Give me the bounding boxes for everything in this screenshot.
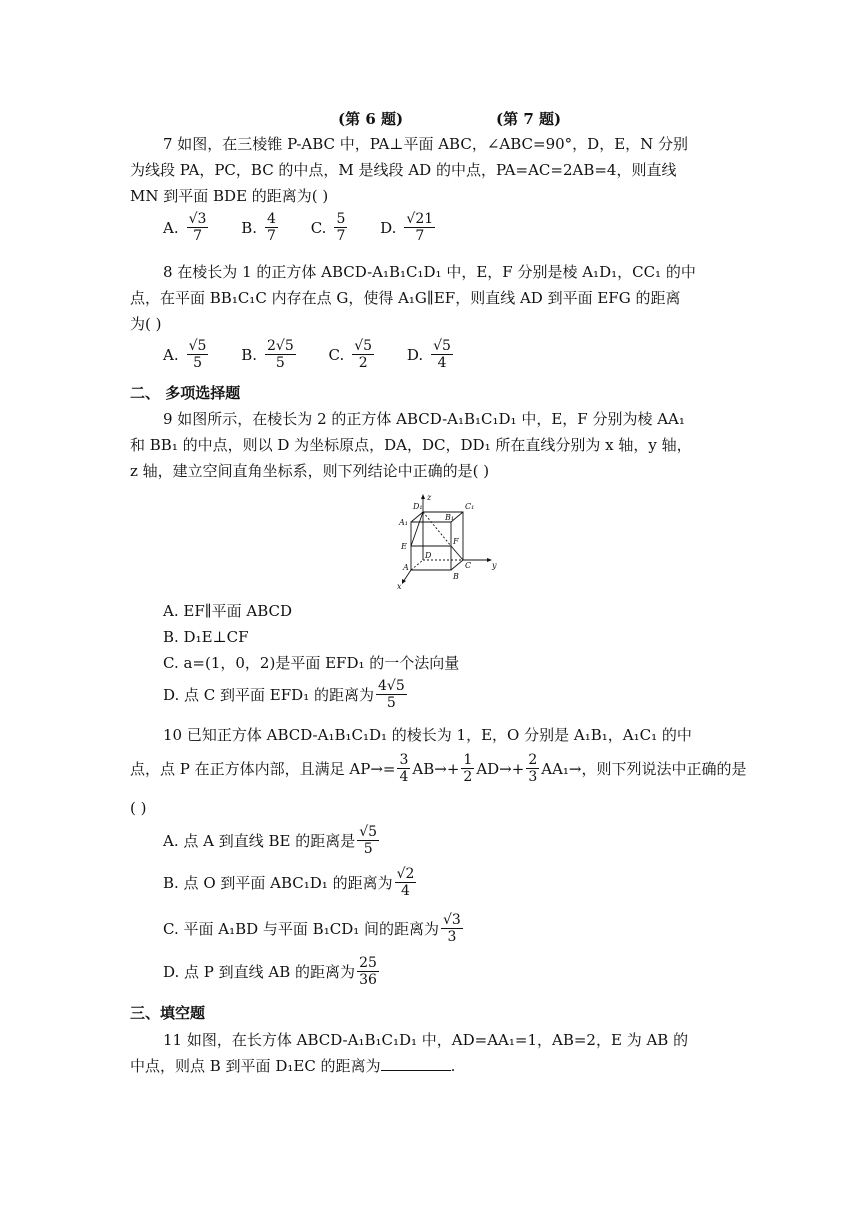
label-a1: A₁ bbox=[399, 518, 408, 527]
q7-line3: MN 到平面 BDE 的距离为( ) bbox=[130, 187, 329, 205]
caption-q6: (第 6 题) bbox=[338, 110, 404, 128]
q8-option-b[interactable]: B. $\frac{2√5}{5}$ bbox=[241, 338, 294, 371]
label-y: y bbox=[492, 561, 497, 570]
q10-option-a[interactable]: A. 点 A 到直线 BE 的距离是 $\frac{√5}{5}$ bbox=[163, 824, 378, 857]
q8-line2: 点，在平面 BB₁C₁C 内存在点 G，使得 A₁G∥EF，则直线 AD 到平面 EFG 的距离 bbox=[130, 289, 681, 307]
label-b1: B₁ bbox=[445, 513, 455, 522]
q9-option-b[interactable]: B. D₁E⊥CF bbox=[163, 628, 249, 646]
section-heading-multiple-choice: 二、 多项选择题 bbox=[130, 384, 241, 402]
q9-line2: 和 BB₁ 的中点，则以 D 为坐标原点，DA，DC，DD₁ 所在直线分别为 x 轴，y 轴， bbox=[130, 436, 692, 454]
q8-option-c[interactable]: C. $\frac{√5}{2}$ bbox=[328, 338, 373, 371]
q7-option-b[interactable]: B. $\frac{4}{7}$ bbox=[241, 211, 276, 244]
q10-line3: ( ) bbox=[130, 799, 147, 817]
q11-line2: 中点，则点 B 到平面 D₁EC 的距离为 . bbox=[130, 1057, 456, 1075]
q10-line1: 10 已知正方体 ABCD-A₁B₁C₁D₁ 的棱长为 1，E，O 分别是 A₁B₁，A₁C₁ 的中 bbox=[163, 726, 692, 744]
q9-option-d-num: 4√5 bbox=[377, 678, 405, 694]
q10-line2: 点，点 P 在正方体内部，且满足 AP→= $\frac{3}{4}$ AB→+ $\frac{1}{2}$ AD→+ $\frac{2}{3}$ AA₁→，则下列说法中正确的是 bbox=[130, 752, 747, 785]
label-d: D bbox=[425, 551, 432, 560]
q9-line3: z 轴，建立空间直角坐标系，则下列结论中正确的是( ) bbox=[130, 462, 490, 480]
q7-line2: 为线段 PA，PC，BC 的中点，M 是线段 AD 的中点，PA=AC=2AB=4，则直线 bbox=[130, 161, 677, 179]
cube-figure bbox=[393, 492, 503, 592]
q7-option-c[interactable]: C. $\frac{5}{7}$ bbox=[310, 211, 346, 244]
q11-line1: 11 如图，在长方体 ABCD-A₁B₁C₁D₁ 中，AD=AA₁=1，AB=2，E 为 AB 的 bbox=[163, 1031, 689, 1049]
q8-option-a[interactable]: A. $\frac{√5}{5}$ bbox=[163, 338, 207, 371]
cube-diagram bbox=[393, 492, 503, 592]
q9-option-a[interactable]: A. EF∥平面 ABCD bbox=[163, 602, 293, 620]
q10-option-d[interactable]: D. 点 P 到直线 AB 的距离为 $\frac{25}{36}$ bbox=[163, 955, 377, 988]
label-d1: D₁ bbox=[413, 502, 423, 511]
label-x: x bbox=[397, 582, 402, 591]
label-c: C bbox=[465, 561, 472, 570]
q8-line3: 为( ) bbox=[130, 315, 162, 333]
q8-line1: 8 在棱长为 1 的正方体 ABCD-A₁B₁C₁D₁ 中，E，F 分别是棱 A₁D₁，CC₁ 的中 bbox=[163, 263, 696, 281]
q9-option-d-den: 5 bbox=[386, 695, 396, 711]
q7-option-a[interactable]: A. $\frac{√3}{7}$ bbox=[163, 211, 207, 244]
caption-q7: (第 7 题) bbox=[496, 110, 562, 128]
q9-option-c[interactable]: C. a=(1，0，2)是平面 EFD₁ 的一个法向量 bbox=[163, 654, 460, 672]
q8-option-d[interactable]: D. $\frac{√5}{4}$ bbox=[406, 338, 451, 371]
q7-options bbox=[163, 211, 463, 244]
q9-line1: 9 如图所示，在棱长为 2 的正方体 ABCD-A₁B₁C₁D₁ 中，E，F 分别为棱 AA₁ bbox=[163, 410, 685, 428]
q7-option-d[interactable]: D. $\frac{√21}{7}$ bbox=[380, 211, 434, 244]
label-z: z bbox=[427, 493, 432, 502]
label-f: F bbox=[453, 537, 459, 546]
q9-option-d[interactable] bbox=[163, 678, 763, 711]
label-b: B bbox=[453, 572, 459, 581]
label-e: E bbox=[401, 542, 407, 551]
label-c1: C₁ bbox=[465, 502, 475, 511]
answer-blank[interactable] bbox=[381, 1056, 451, 1071]
q10-option-c[interactable]: C. 平面 A₁BD 与平面 B₁CD₁ 间的距离为 $\frac{√3}{3}$ bbox=[163, 912, 461, 945]
q10-option-b[interactable]: B. 点 O 到平面 ABC₁D₁ 的距离为 $\frac{√2}{4}$ bbox=[163, 866, 415, 899]
q9-option-d-text: D. 点 C 到平面 EFD₁ 的距离为 bbox=[163, 685, 374, 704]
q7-line1: 7 如图，在三棱锥 P-ABC 中，PA⊥平面 ABC，∠ABC=90°，D，E，N 分别 bbox=[163, 135, 689, 153]
q8-options bbox=[163, 338, 481, 371]
section-heading-fill-in: 三、填空题 bbox=[130, 1004, 206, 1022]
label-a: A bbox=[403, 563, 409, 572]
